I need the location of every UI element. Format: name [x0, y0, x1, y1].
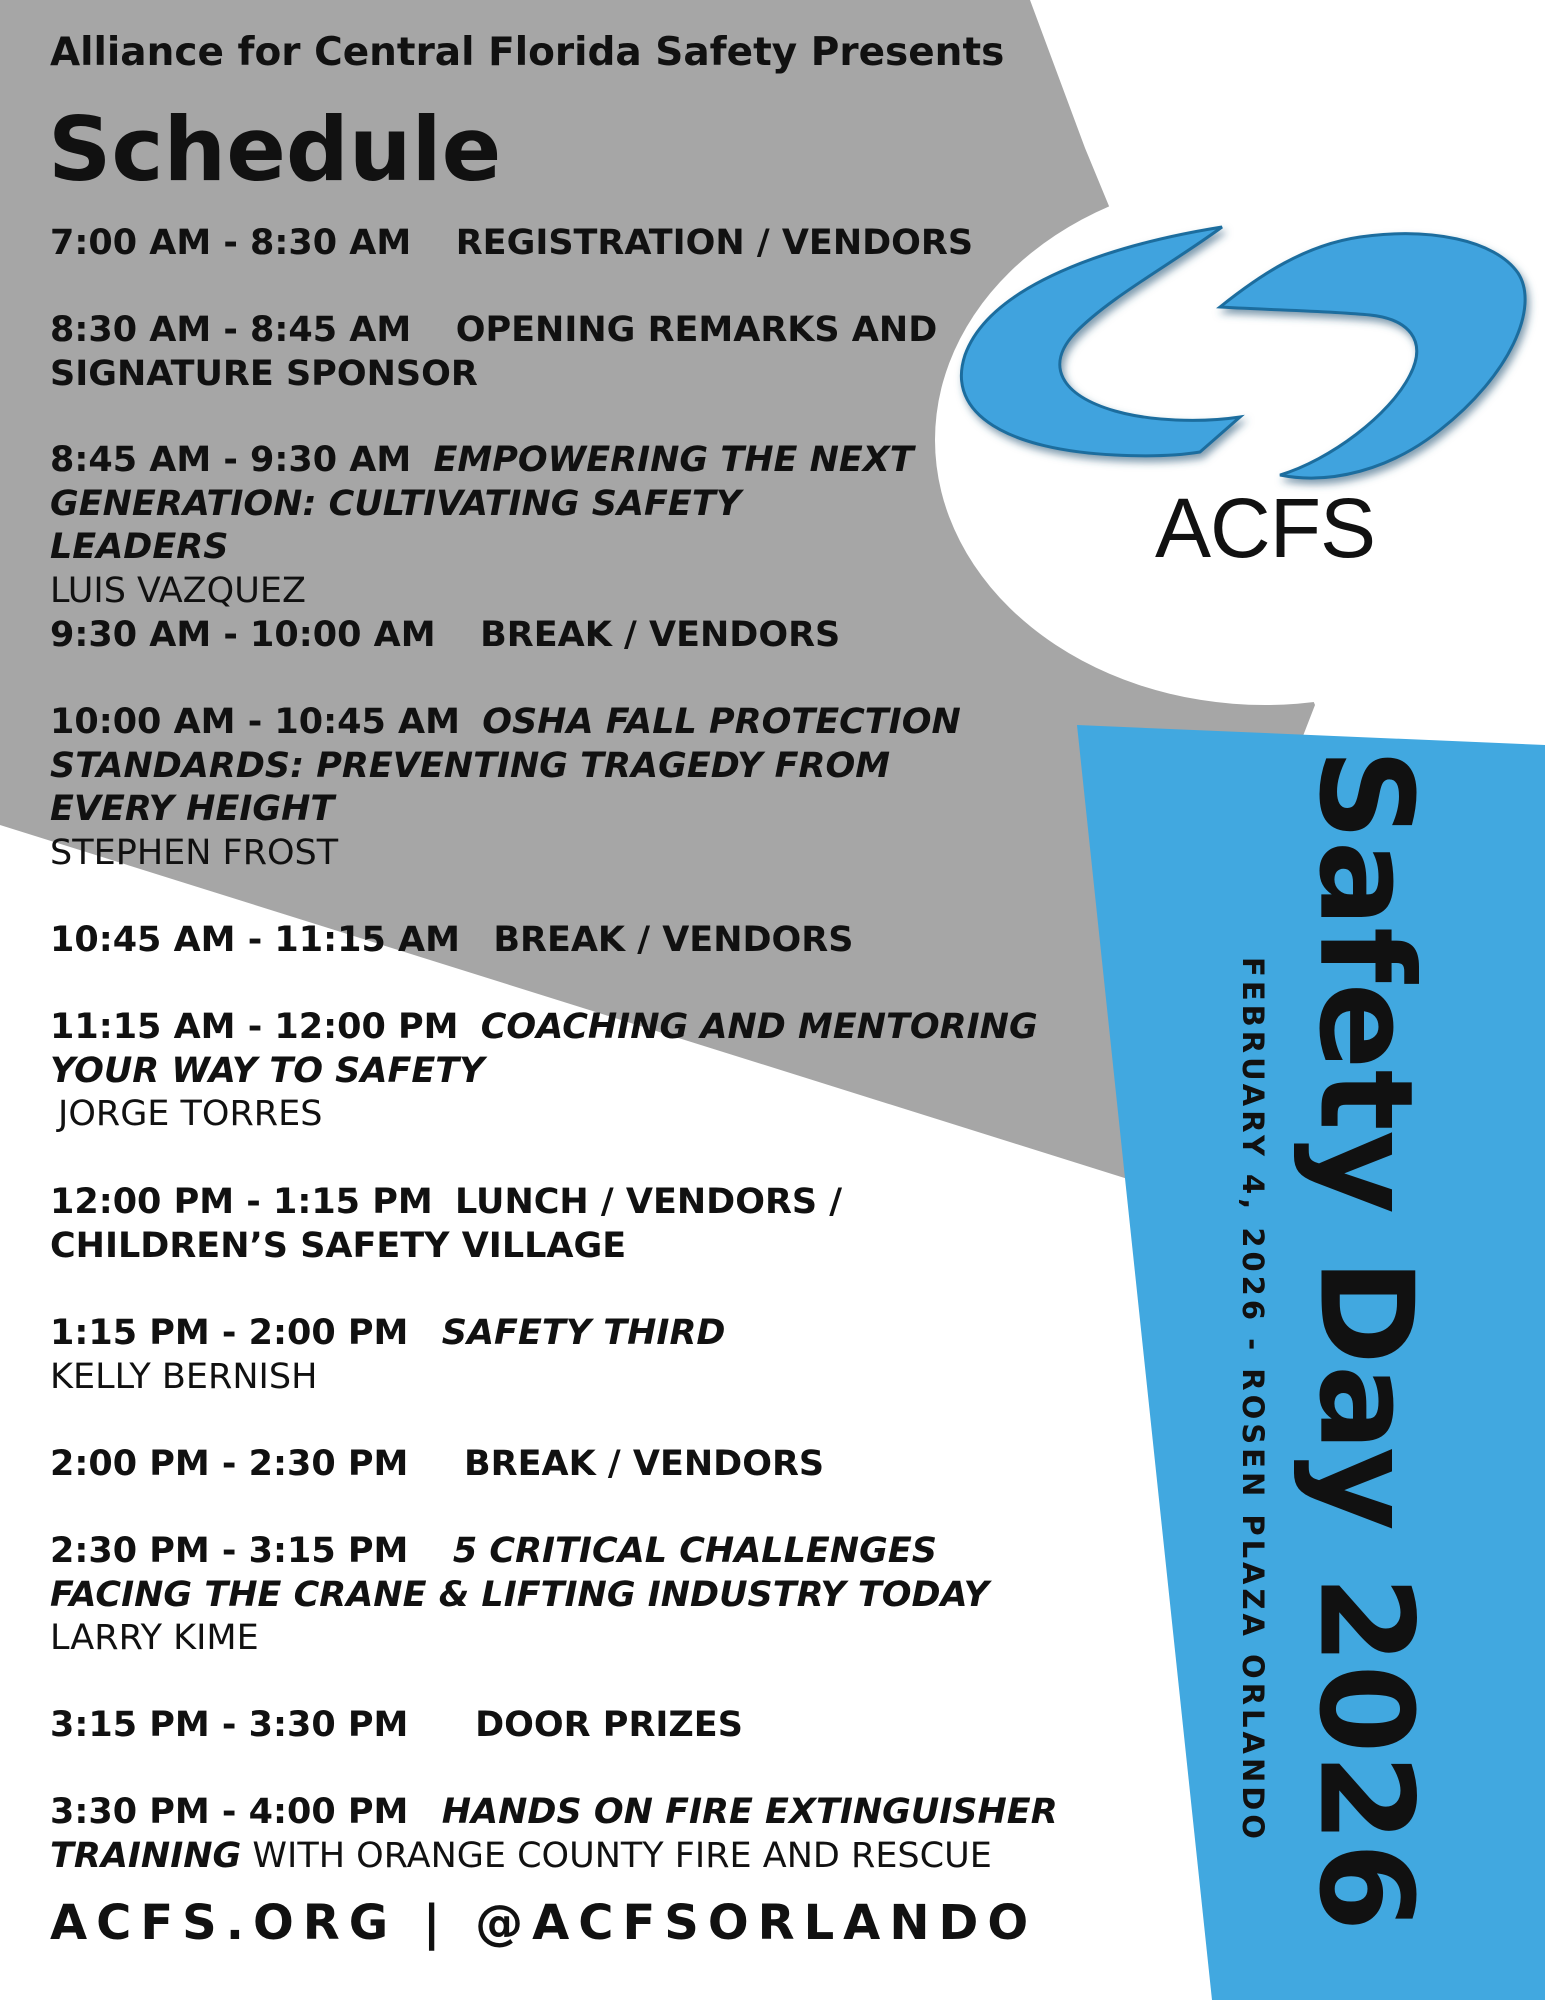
schedule-item: [50, 701, 1010, 875]
item-speaker: LARRY KIME: [50, 1618, 259, 1658]
item-title: BREAK / VENDORS: [463, 1444, 825, 1484]
item-title: BREAK / VENDORS: [480, 615, 841, 655]
event-date-location: FEBRUARY 4, 2026 - ROSEN PLAZA ORLANDO: [1236, 957, 1270, 1843]
item-title: 5 CRITICAL CHALLENGES FACING THE CRANE & LIFTING INDUSTRY TODAY: [50, 1531, 989, 1615]
item-time: 8:45 AM - 9:30 AM: [50, 440, 412, 480]
schedule-item: [50, 919, 1090, 963]
item-title: SAFETY THIRD: [441, 1313, 726, 1353]
footer-contact: ACFS.ORG | @ACFSORLANDO: [50, 1895, 1038, 1951]
item-title: OPENING REMARKS AND SIGNATURE SPONSOR: [50, 310, 938, 394]
schedule-item: [50, 1791, 1080, 1878]
item-title: EMPOWERING THE NEXT GENERATION: CULTIVATING SAFETY LEADERS: [50, 440, 914, 567]
item-time: 10:45 AM - 11:15 AM: [50, 920, 460, 960]
presenter-line: Alliance for Central Florida Safety Presents: [50, 30, 1005, 75]
item-speaker: LUIS VAZQUEZ: [50, 570, 306, 611]
item-title: HANDS ON FIRE EXTINGUISHER TRAINING: [50, 1792, 1058, 1876]
item-title: LUNCH / VENDORS / CHILDREN’S SAFETY VILLAGE: [50, 1182, 843, 1266]
schedule-item: [50, 439, 930, 613]
item-title: COACHING AND MENTORING YOUR WAY TO SAFETY: [50, 1007, 1038, 1091]
item-time: 10:00 AM - 10:45 AM: [50, 702, 460, 742]
item-time: 11:15 AM - 12:00 PM: [50, 1007, 459, 1047]
item-time: 2:30 PM - 3:15 PM: [50, 1531, 409, 1571]
schedule-item: [50, 614, 1090, 658]
item-time: 12:00 PM - 1:15 PM: [50, 1182, 433, 1222]
logo-text: ACFS: [1155, 481, 1376, 575]
event-title: Safety Day 2026: [1290, 748, 1440, 1932]
item-time: 2:00 PM - 2:30 PM: [50, 1444, 409, 1484]
schedule-item: [50, 1704, 1090, 1748]
item-time: 7:00 AM - 8:30 AM: [50, 223, 412, 263]
schedule-item: [50, 1181, 910, 1268]
schedule-item: [50, 309, 950, 396]
schedule-item: [50, 1443, 1090, 1487]
schedule-item: [50, 1312, 1090, 1399]
item-speaker: JORGE TORRES: [58, 1094, 323, 1134]
item-speaker: STEPHEN FROST: [50, 832, 339, 873]
schedule-item: [50, 1530, 1080, 1661]
item-time: 3:15 PM - 3:30 PM: [50, 1705, 409, 1745]
swoosh-right: [1220, 234, 1525, 478]
item-time: 1:15 PM - 2:00 PM: [50, 1313, 409, 1353]
schedule-item: [50, 1006, 1050, 1137]
item-title: BREAK / VENDORS: [493, 920, 854, 960]
page-title: Schedule: [48, 98, 502, 201]
schedule-item: [50, 222, 1090, 266]
item-time: 9:30 AM - 10:00 AM: [50, 615, 436, 655]
item-title: REGISTRATION / VENDORS: [455, 223, 974, 263]
item-time: 3:30 PM - 4:00 PM: [50, 1792, 409, 1832]
item-time: 8:30 AM - 8:45 AM: [50, 310, 412, 350]
item-title: OSHA FALL PROTECTION STANDARDS: PREVENTING TRAGEDY FROM EVERY HEIGHT: [50, 702, 961, 829]
item-title: DOOR PRIZES: [475, 1705, 743, 1745]
item-speaker: KELLY BERNISH: [50, 1356, 318, 1397]
item-note: WITH ORANGE COUNTY FIRE AND RESCUE: [252, 1835, 992, 1876]
